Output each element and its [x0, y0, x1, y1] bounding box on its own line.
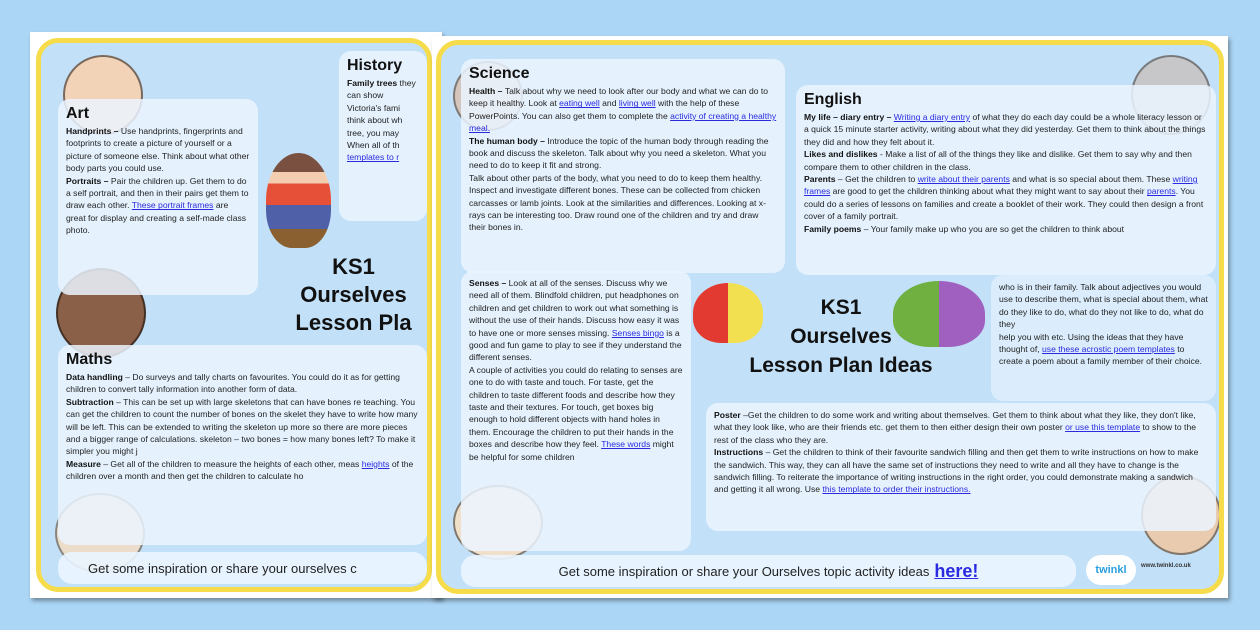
topic-label: Parents	[804, 174, 836, 185]
english-continued	[991, 275, 1216, 401]
resource-link[interactable]: Writing a diary entry	[893, 112, 971, 122]
body-text: – Get all of the children to measure the heights of each other, meas	[100, 458, 362, 469]
resource-link[interactable]: write about their parents	[917, 174, 1010, 185]
resource-link[interactable]: activity of creating a healthy meal.	[469, 110, 777, 134]
twinkl-logo	[1086, 555, 1136, 585]
body-text: to show to the rest of the class who they are.	[714, 422, 1197, 445]
topic-label: Data handling	[66, 372, 123, 382]
body-text: and what is so special about them. These	[1009, 174, 1173, 185]
section-heading: Maths	[66, 351, 113, 368]
topic-label: Family trees	[347, 78, 398, 88]
resource-link[interactable]: templates to r	[347, 152, 400, 163]
section-paragraph	[66, 371, 419, 396]
section-paragraph	[66, 125, 250, 175]
section-paragraph	[469, 135, 777, 172]
topic-label: Measure	[66, 458, 101, 469]
body-text: and	[599, 98, 619, 109]
section-heading: Science	[469, 65, 530, 82]
section-heading: Art	[66, 105, 90, 122]
front-page	[432, 36, 1228, 598]
body-text: – Get the children to think of their favourite sandwich filling and then get them to write instructions on how to make the sandwich. This way, they can all have the same set of instructions they need to write and all they have to change is the sandwich filling. To reiterate the importance of writing instructions in the right order, you could demonstrate making a sandwich and getting it all wrong. Use	[714, 447, 1199, 495]
resource-link[interactable]: heights	[361, 458, 390, 469]
body-text: Use handprints, fingerprints and footprints to create a picture of yourself or a picture of someone else. Think about what other body parts you could use.	[66, 126, 250, 174]
mother-child-illustration	[266, 153, 331, 248]
body-text: – Your family make up who you are so get the children to think about	[861, 223, 1125, 234]
back-footer	[58, 552, 427, 584]
science-section	[461, 59, 785, 273]
art-section	[58, 99, 258, 295]
body-text: are good to get the children thinking about what they might want to say about their	[830, 186, 1148, 197]
title-line: KS1	[332, 254, 375, 279]
topic-label: Portraits –	[66, 175, 111, 186]
resource-link[interactable]: These portrait frames	[131, 200, 214, 211]
section-paragraph	[804, 148, 1208, 173]
title-line: Ourselves	[790, 325, 892, 348]
section-paragraph	[804, 111, 1208, 148]
section-paragraph	[804, 173, 1208, 223]
resource-link[interactable]: eating well	[559, 98, 600, 109]
body-text: of what they do each day could be a whole literacy lesson or a quick 15 minute starter activity, writing about what they did yesterday. Get them to think about the things they did and how they felt about it.	[804, 112, 1206, 147]
body-text: - Make a list of all of the things they like and dislike. Get them to say why and then compare them to other children in the class.	[804, 149, 1192, 172]
title-line: KS1	[820, 296, 862, 319]
section-paragraph	[66, 175, 250, 237]
body-text: of the children over a month and then get the children to calculate ho	[66, 458, 414, 482]
footer-text: Get some inspiration or share your ourselves c	[88, 560, 357, 576]
back-page	[30, 32, 442, 598]
back-page-frame	[36, 38, 432, 592]
body-text: who is in their family. Talk about adjectives you would use to describe them, what is special about them, what do they like to do, what do they not like to do, what do they	[999, 282, 1208, 330]
body-text: Introduce the topic of the human body through reading the book and discuss the skeleton. Talk about why you need a skeleton. What you need to do to keep it fit and strong.	[469, 135, 769, 171]
body-text: are great for display and creating a self-made class photo.	[66, 200, 247, 236]
body-text: help you with etc. Using the ideas that they have thought of,	[999, 331, 1184, 355]
body-text: – This can be set up with large skeletons that can have bones re teaching. You can get the children to count the number of bones on the skelet they have to write how many will be left. This can be extended to writing the skeleton up more so there are more pieces and a bigger range of calculations. skeleton – two bones = how many bones left? To make it simpler you might j	[66, 396, 418, 457]
senses-section	[461, 271, 691, 551]
body-text: – Do surveys and tally charts on favourites. You could do it as for getting children to convert tally information into another form of data.	[66, 372, 400, 395]
body-text: Pair the children up. Get them to do a self portrait, and then in their pairs get them to draw each other.	[66, 175, 249, 211]
body-text: they can show Victoria's fami think about wh tree, you may When all of th	[347, 78, 416, 151]
section-paragraph	[714, 409, 1208, 446]
history-section	[339, 51, 427, 221]
body-text: might be helpful for some children	[469, 439, 674, 462]
body-text: . You could do a series of lessons on families and create a booklet of their work. They could then design a front cover of a family portrait.	[804, 186, 1204, 222]
topic-label: My life – diary entry –	[804, 112, 894, 122]
body-text: to create a poem about a family member of their choice.	[999, 344, 1203, 367]
poster-instructions-section	[706, 403, 1216, 531]
body-text: Look at all of the senses. Discuss why we need all of them. Blindfold children, put headphones on children and get children to work out what something is without the use of their hands. Discuss how easy it was to have one or more senses missing.	[469, 278, 680, 338]
section-paragraph	[347, 77, 419, 164]
body-text: Talk about why we need to look after our body and what we can do to keep it healthy. Look at	[469, 86, 769, 109]
footer-text: Get some inspiration or share your Ourselves topic activity ideas	[558, 563, 930, 579]
body-text: – Get the children to	[835, 174, 918, 185]
body-text: with the help of these PowerPoints. You can also get them to complete the	[469, 98, 740, 121]
section-paragraph	[714, 446, 1208, 496]
title-line: Ourselves	[300, 282, 407, 307]
topic-label: Likes and dislikes	[804, 149, 878, 160]
topic-label: Family poems	[804, 223, 862, 234]
front-footer	[461, 555, 1076, 587]
resource-link[interactable]: parents	[1147, 186, 1176, 197]
section-paragraph	[66, 396, 419, 458]
section-paragraph	[469, 277, 683, 364]
front-page-frame	[436, 40, 1224, 594]
topic-label: Subtraction	[66, 396, 114, 407]
section-paragraph	[66, 458, 419, 483]
body-text: A couple of activities you could do relating to senses are one to do with taste and touch. For taste, get the children to taste different foods and describe how they taste and their textures. For touch, get boxes big enough to hold different objects with hand holes in them. Encourage the children to put their hands in the boxes and describe how they feel.	[469, 364, 683, 450]
topic-label: Instructions	[714, 447, 764, 458]
resource-link[interactable]: use these acrostic poem templates	[1042, 344, 1175, 355]
body-text: –Get the children to do some work and writing about themselves. Get them to think about what they like, they don't like, what they look like, who are their friends etc. get them to then either design their own poster	[714, 410, 1196, 433]
body-text: Talk about other parts of the body, what you need to do to keep them healthy. Inspect and investigate different bones. These can be collected from chicken carcasses or lamb joints. Look at the similarities and differences. Looking at x-rays can be interesting too. Draw round one of the children and try and draw their bones in.	[469, 172, 766, 233]
here-link[interactable]: here!	[934, 560, 979, 581]
section-paragraph	[999, 281, 1208, 331]
resource-link[interactable]: writing frames	[804, 174, 1198, 197]
resource-link[interactable]: These words	[601, 439, 651, 450]
resource-link[interactable]: living well	[618, 98, 656, 109]
title-line: Lesson Pla	[295, 310, 412, 335]
section-heading: History	[347, 57, 403, 74]
back-title	[281, 253, 426, 337]
english-section	[796, 85, 1216, 275]
resource-link[interactable]: or use this template	[1065, 422, 1141, 433]
section-paragraph	[469, 364, 683, 463]
resource-link[interactable]: this template to order their instructions.	[822, 484, 971, 495]
title-line: Lesson Plan Ideas	[749, 354, 933, 377]
resource-link[interactable]: Senses bingo	[611, 327, 664, 338]
topic-label: Health –	[469, 86, 505, 96]
topic-label: Poster	[714, 410, 741, 420]
body-text: is a good and fun game to play to see if they understand the different senses.	[469, 327, 682, 363]
topic-label: Handprints –	[66, 126, 121, 136]
section-paragraph	[804, 223, 1208, 235]
logo-url: www.twinkl.co.uk	[1141, 563, 1191, 569]
front-title	[691, 293, 991, 380]
section-paragraph	[469, 85, 777, 135]
section-heading: English	[804, 91, 862, 108]
logo-text: twinkl	[1095, 564, 1127, 576]
maths-section	[58, 345, 427, 545]
topic-label: Senses –	[469, 278, 509, 288]
topic-label: The human body –	[469, 135, 548, 146]
section-paragraph	[469, 172, 777, 234]
section-paragraph	[999, 331, 1208, 368]
